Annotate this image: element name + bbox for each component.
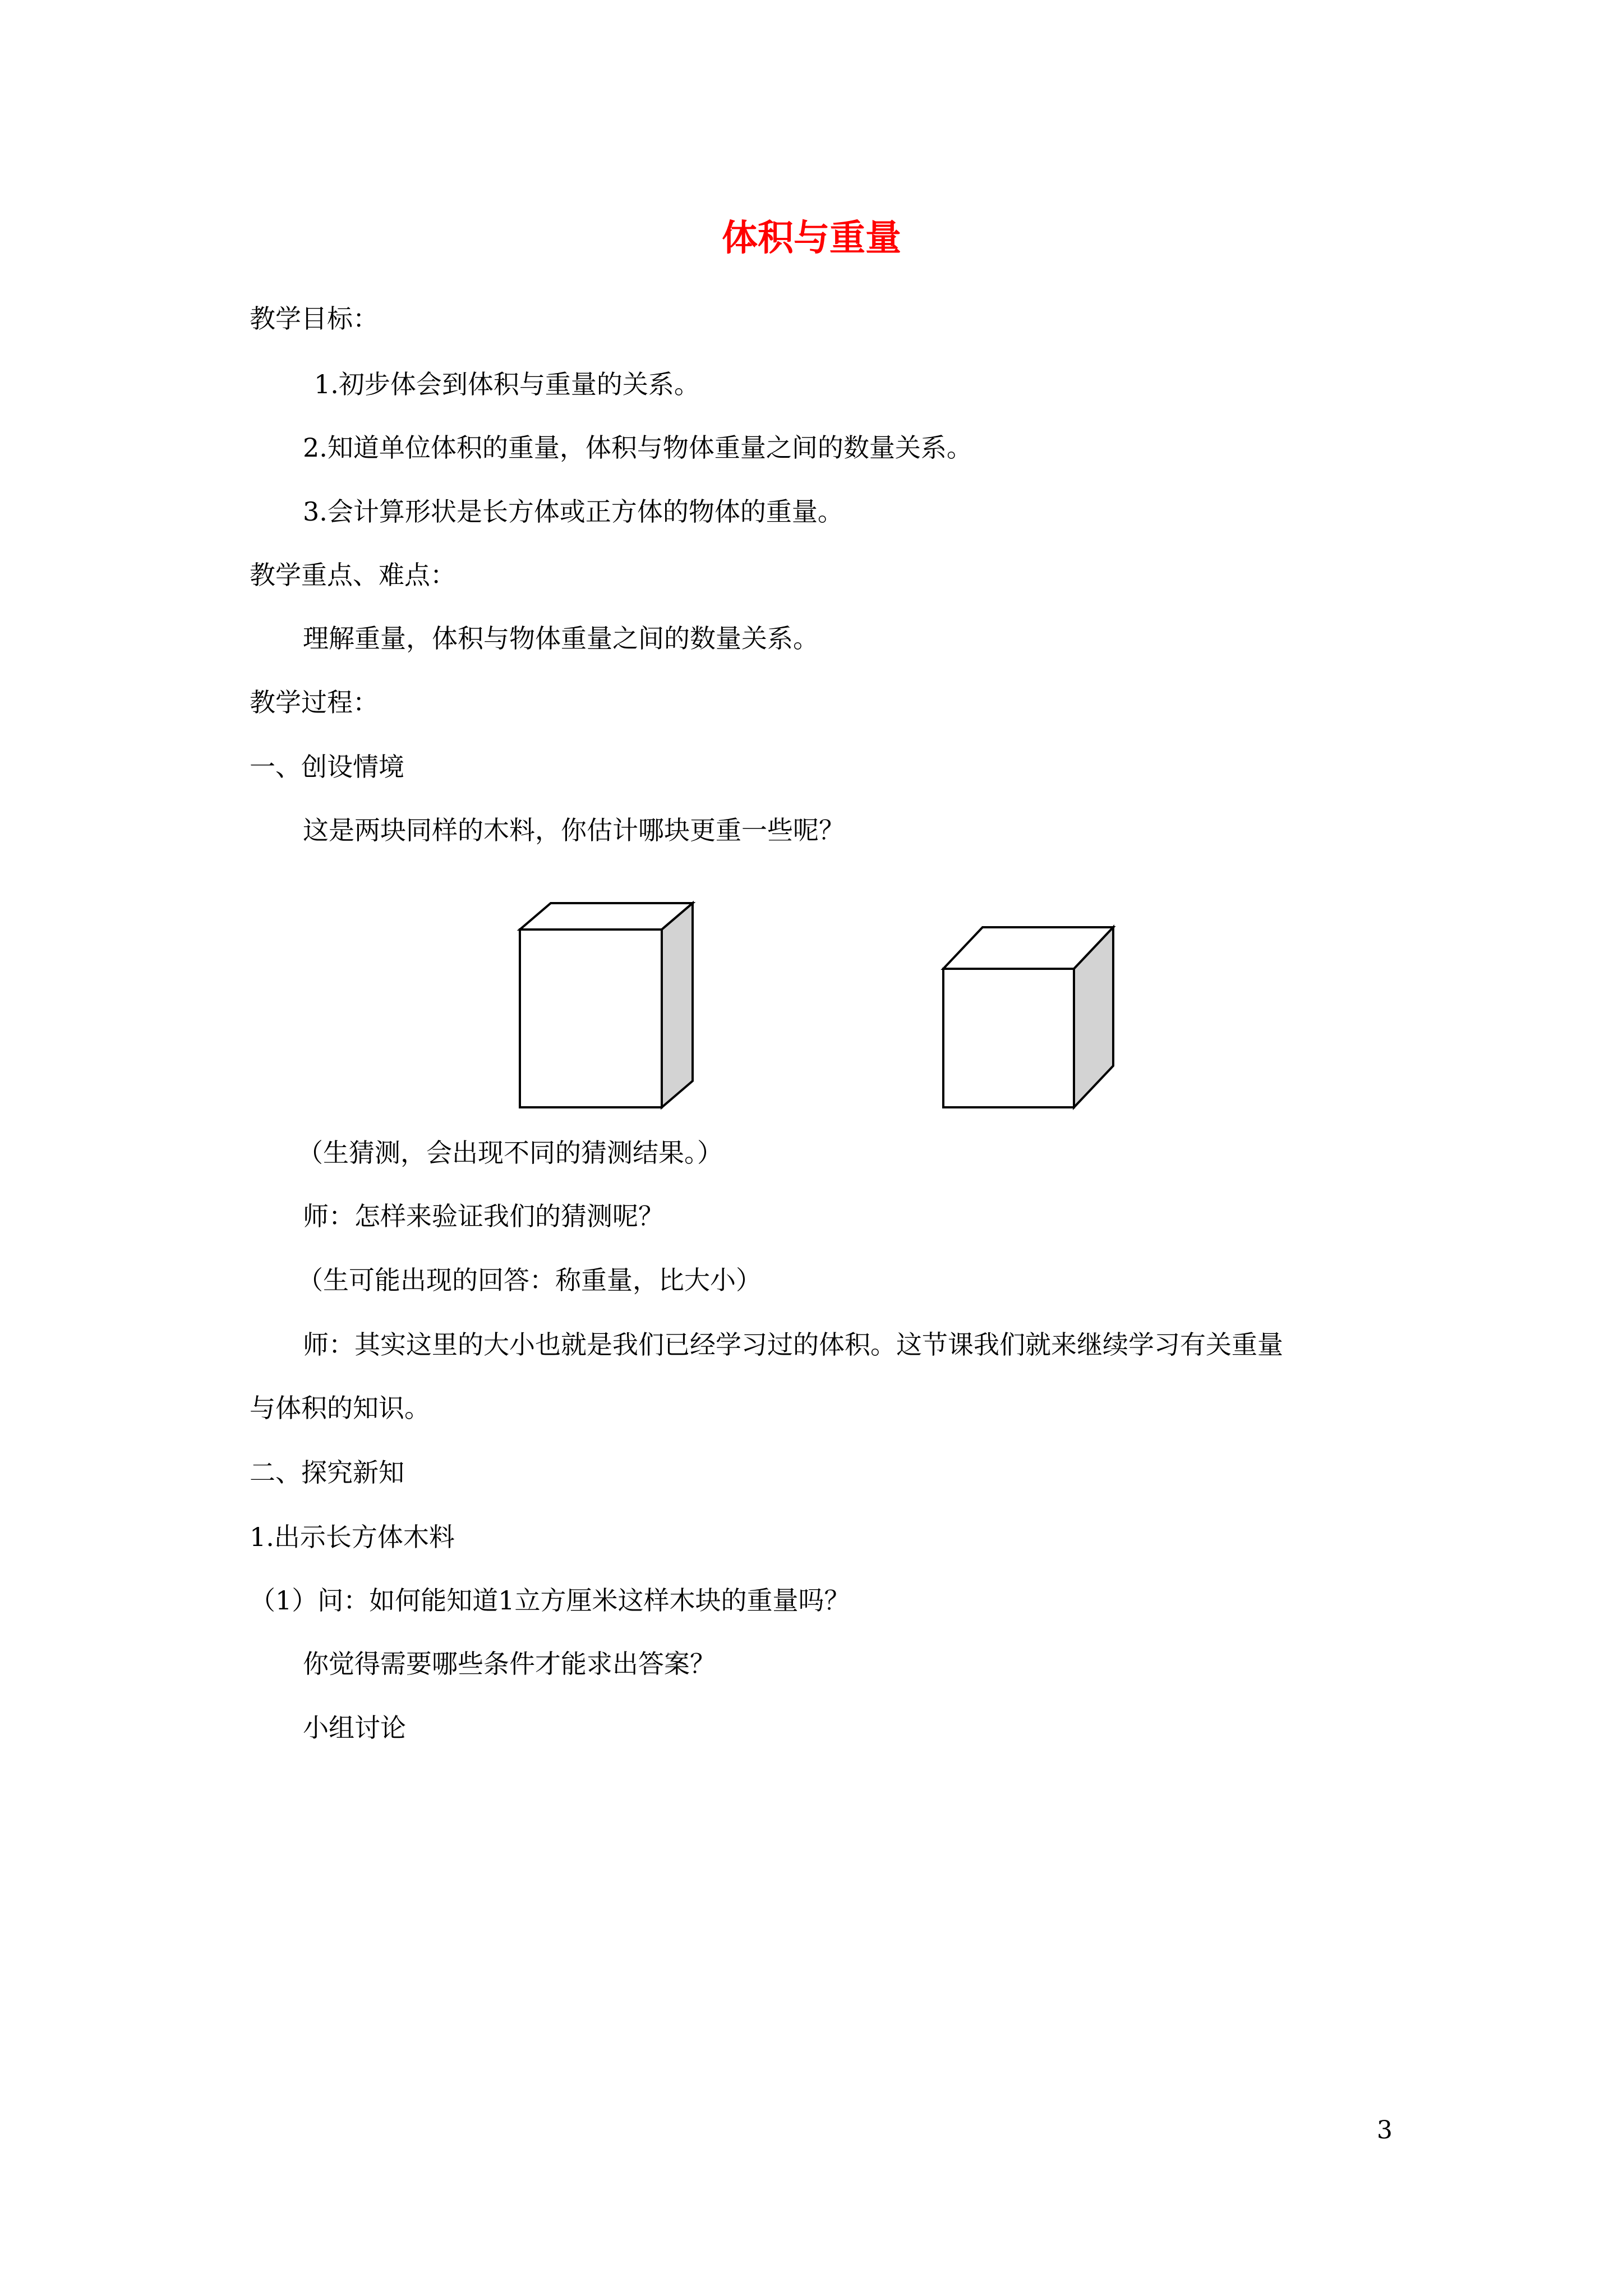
objective-1: 1.初步体会到体积与重量的关系。 [314,369,700,399]
part-two-heading: 二、探究新知 [250,1457,404,1488]
section-heading-objectives: 教学目标： [250,303,379,334]
cube-left-figure [513,900,698,1111]
section-heading-process: 教学过程： [250,687,379,717]
teacher-explanation-line-1: 师：其实这里的大小也就是我们已经学习过的体积。这节课我们就来继续学习有关重量 [303,1329,1283,1360]
conditions-question: 你觉得需要哪些条件才能求出答案？ [303,1649,716,1679]
section-heading-key-points: 教学重点、难点： [250,560,456,590]
teacher-question: 师：怎样来验证我们的猜测呢？ [303,1201,664,1231]
step-1-question: （1）问：如何能知道1立方厘米这样木块的重量吗？ [250,1585,850,1616]
objective-2: 2.知道单位体积的重量，体积与物体重量之间的数量关系。 [303,432,972,463]
part-one-heading: 一、创设情境 [250,752,404,782]
question-text: 这是两块同样的木料，你估计哪块更重一些呢？ [303,815,845,845]
objective-3: 3.会计算形状是长方体或正方体的物体的重量。 [303,496,843,527]
cube-right-figure [937,920,1122,1111]
step-1-heading: 1.出示长方体木料 [250,1522,455,1552]
page-number: 3 [1377,2116,1393,2145]
cube-left-front-face [520,930,662,1107]
cube-right-front-face [943,969,1074,1107]
key-point-text: 理解重量，体积与物体重量之间的数量关系。 [303,623,819,654]
student-guess-note: （生猜测，会出现不同的猜测结果。） [297,1138,723,1168]
student-answer-note: （生可能出现的回答：称重量，比大小） [297,1265,762,1295]
cube-left-side-face [662,903,693,1107]
group-discussion: 小组讨论 [303,1713,406,1743]
teacher-explanation-line-2: 与体积的知识。 [250,1393,430,1423]
page-title: 体积与重量 [722,217,901,259]
